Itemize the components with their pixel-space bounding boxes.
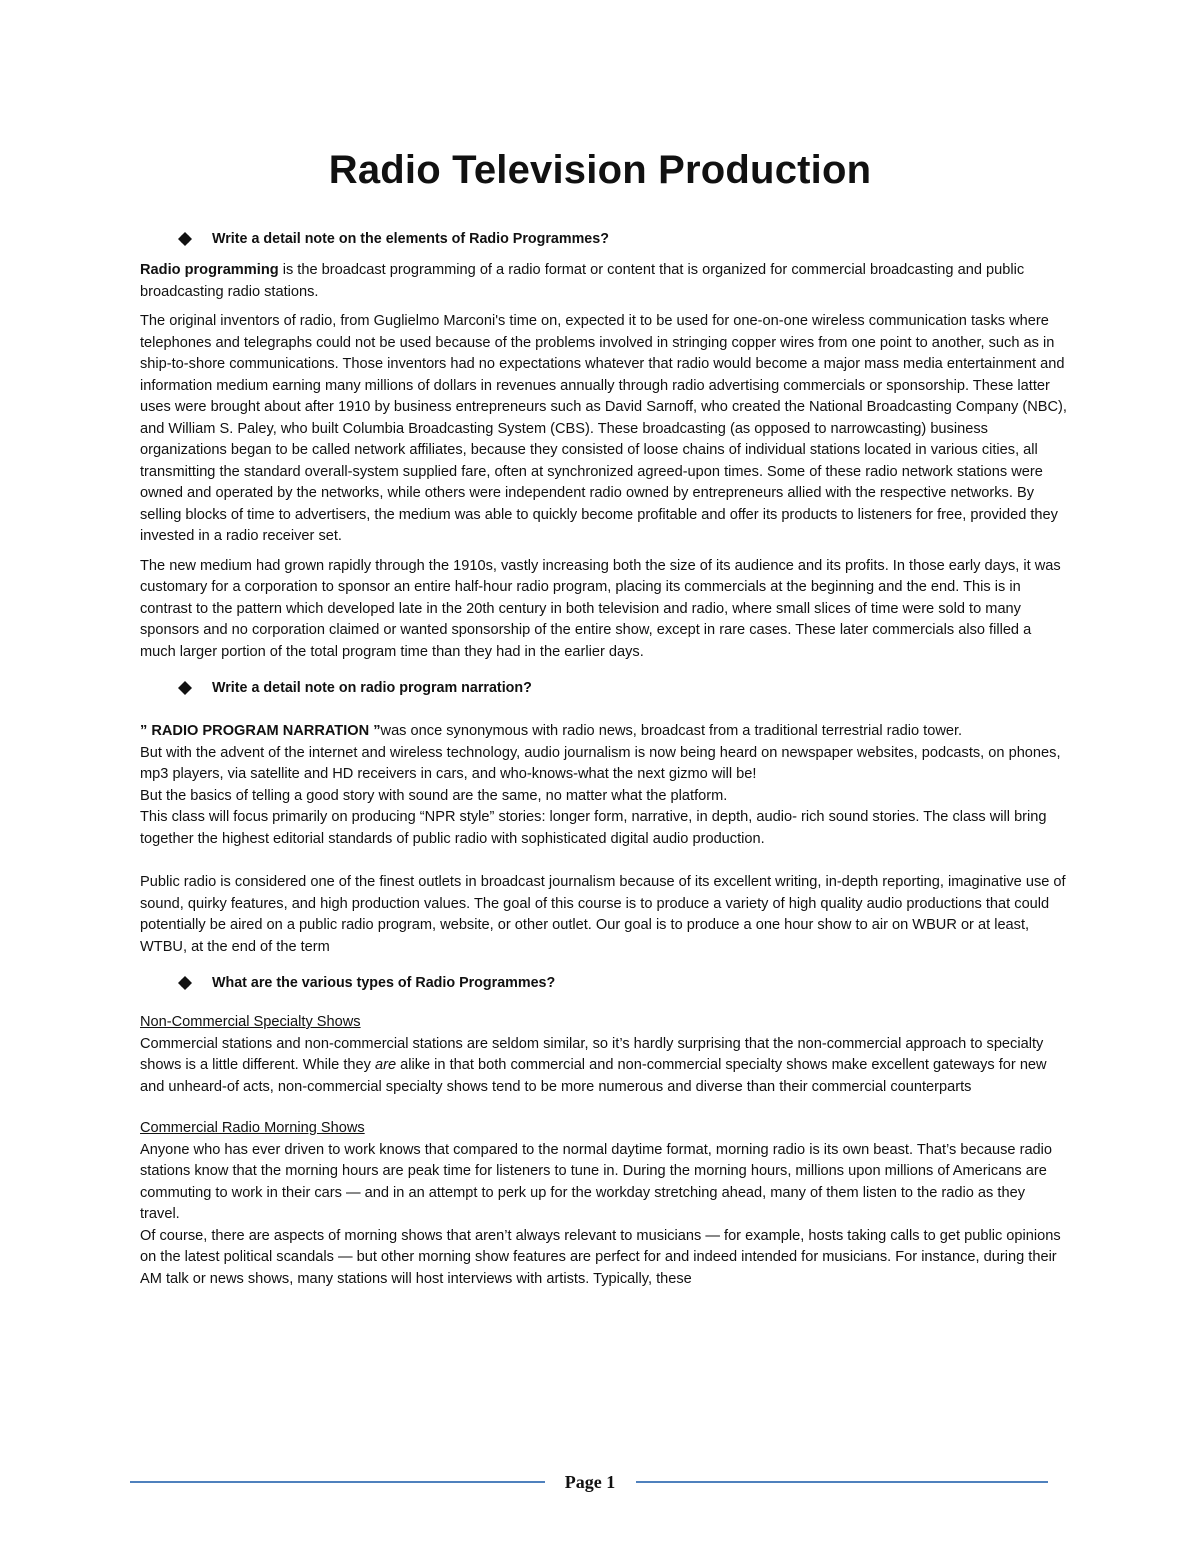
question-heading-types [140, 970, 1068, 996]
paragraph-public-radio: Public radio is considered one of the finest outlets in broadcast journalism because of its excellent writing, in-depth reporting, imaginative use of sound, quirky features, and high production values. The goal of this course is to produce a variety of high quality audio productions that could potentially be aired on a public radio program, website, or other outlet. Our goal is to produce a one hour show to air on WBUR or at least, WTBU, at the end of the term [140, 874, 1066, 955]
paragraph-narration-lead [140, 721, 1068, 743]
paragraph-text: was once synonymous with radio news, broadcast from a traditional terrestrial radio tower. [380, 723, 963, 739]
document-body [140, 226, 1068, 1290]
subheading-morning-shows: Commercial Radio Morning Shows [140, 1120, 365, 1136]
paragraph-text: is the broadcast programming of a radio format or content that is organized for commercial broadcasting and public broadcasting radio stations. [140, 262, 1025, 300]
paragraph-morning-radio: Anyone who has ever driven to work knows that compared to the normal daytime format, morning radio is its own beast. That’s because radio stations know that the morning hours are peak time for listeners to tune in. During the morning hours, millions upon millions of Americans are commuting to work in their cars — and in an attempt to perk up for the workday stretching ahead, many of them listen to the radio as they travel. [140, 1141, 1053, 1222]
question-text: Write a detail note on the elements of Radio Programmes? [212, 231, 609, 247]
diamond-bullet-icon [178, 232, 192, 246]
question-heading-elements [140, 226, 1068, 252]
subheading-non-commercial: Non-Commercial Specialty Shows [140, 1014, 361, 1030]
diamond-bullet-icon [178, 976, 192, 990]
question-text: Write a detail note on radio program narration? [212, 680, 532, 696]
paragraph-radio-programming [140, 260, 1068, 303]
diamond-bullet-icon [178, 681, 192, 695]
paragraph-original-inventors: The original inventors of radio, from Guglielmo Marconi's time on, expected it to be used for one-on-one wireless communication tasks where telephones and telegraphs could not be used because of the problems involved in stringing copper wires from one point to another, such as in ship-to-shore communications. Those inventors had no expectations whatever that radio would become a major mass media entertainment and information medium earning many millions of dollars in revenues annually through radio advertising commercials or sponsorship. These latter uses were brought about after 1910 by business entrepreneurs such as David Sarnoff, who created the National Broadcasting Company (NBC), and William S. Paley, who built Columbia Broadcasting System (CBS). These broadcasting (as opposed to narrowcasting) business organizations began to be called network affiliates, because they consisted of loose chains of individual stations located in various cities, all transmitting the standard overall-system supplied fare, often at synchronized agreed-upon times. Some of these radio network stations were owned and operated by the networks, while others were independent radio owned by entrepreneurs allied with the respective networks. By selling blocks of time to advertisers, the medium was able to quickly become profitable and offer its products to listeners for free, provided they invested in a radio receiver set. [140, 313, 1067, 544]
document-title: Radio Television Production [328, 148, 872, 192]
page-footer [0, 1468, 1200, 1498]
footer-rule-left [130, 1481, 545, 1483]
emphasis-are: are [374, 1057, 397, 1073]
term-radio-programming: Radio programming [140, 262, 279, 278]
paragraph-advent-internet: But with the advent of the internet and wireless technology, audio journalism is now being heard on newspaper websites, podcasts, on phones, mp3 players, via satellite and HD receivers in cars, and who-knows-what the next gizmo will be! [140, 744, 1061, 782]
question-text: What are the various types of Radio Programmes? [212, 975, 556, 991]
paragraph-non-commercial: Commercial stations and non-commercial stations are seldom similar, so it’s hardly surprising that the non-commercial approach to specialty shows is a little different. While they are alike in that both commercial and non-commercial specialty shows make excellent gateways for new and unheard-of acts, non-commercial specialty shows tend to be more numerous and diverse than their commercial counterparts [140, 1035, 1047, 1095]
term-radio-program-narration: ” RADIO PROGRAM NARRATION ” [140, 723, 381, 739]
question-heading-narration [140, 675, 1068, 701]
paragraph-morning-features: Of course, there are aspects of morning shows that aren’t always relevant to musicians — for example, hosts taking calls to get public opinions on the latest political scandals — but other morning show features are perfect for and indeed intended for musicians. For instance, during their AM talk or news shows, many stations will host interviews with artists. Typically, these [140, 1227, 1061, 1287]
paragraph-class-focus: This class will focus primarily on producing “NPR style” stories: longer form, narrative, in depth, audio- rich sound stories. The class will bring together the highest editorial standards of public radio with sophisticated digital audio production. [140, 809, 1047, 847]
paragraph-basics-story: But the basics of telling a good story with sound are the same, no matter what the platform. [140, 787, 728, 804]
page-number: Page 1 [564, 1472, 616, 1492]
footer-rule-right [636, 1481, 1048, 1483]
paragraph-new-medium: The new medium had grown rapidly through the 1910s, vastly increasing both the size of its audience and its profits. In those early days, it was customary for a corporation to sponsor an entire half-hour radio program, placing its commercials at the beginning and the end. This is in contrast to the pattern which developed late in the 20th century in both television and radio, where small slices of time were sold to many sponsors and no corporation claimed or wanted sponsorship of the entire show, except in rare cases. These later commercials also filled a much larger portion of the total program time than they had in the earlier days. [140, 557, 1061, 660]
